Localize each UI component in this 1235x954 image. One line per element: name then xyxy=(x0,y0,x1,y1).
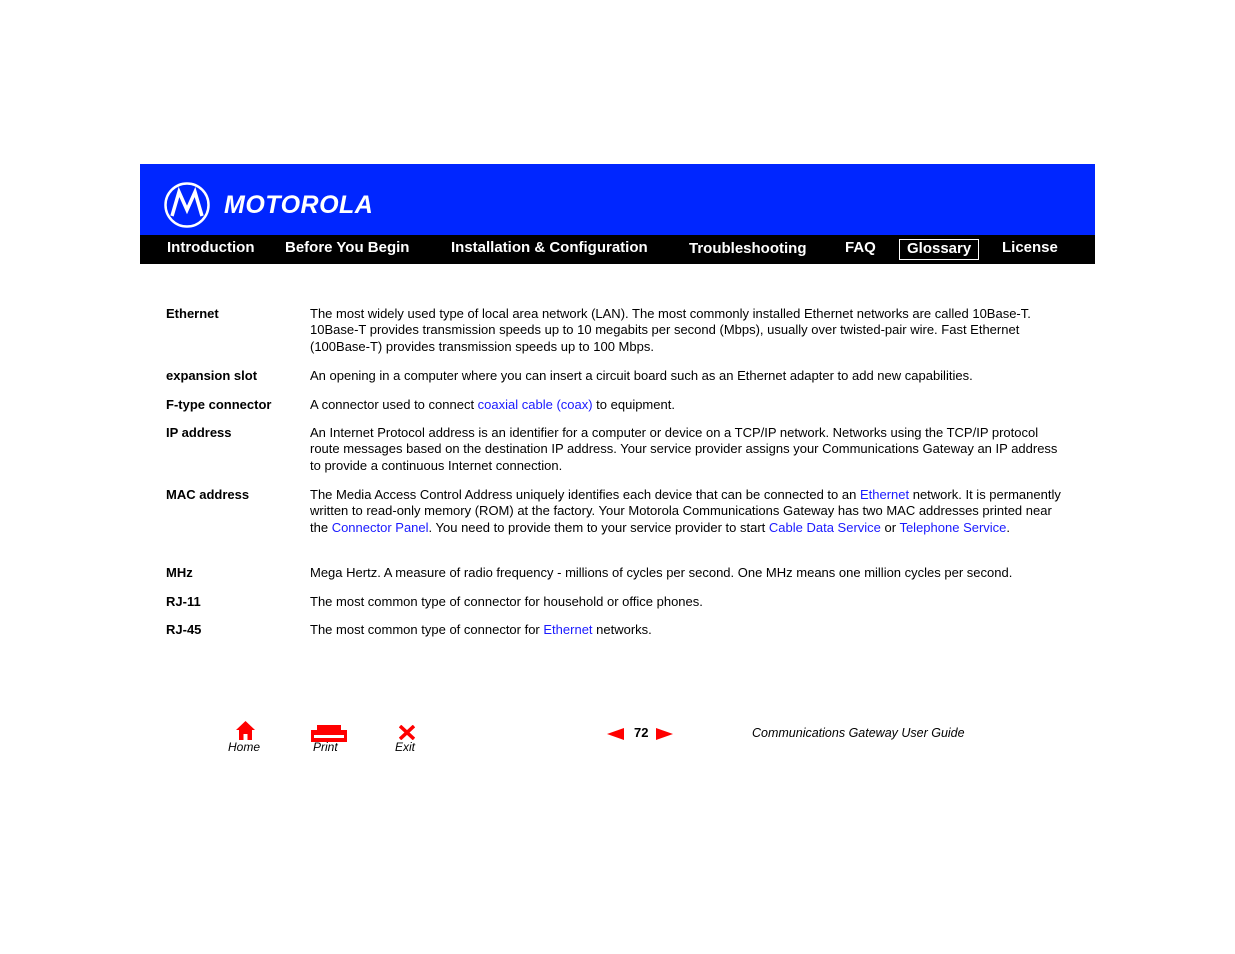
guide-title: Communications Gateway User Guide xyxy=(752,726,965,740)
brand-wordmark: MOTOROLA xyxy=(224,191,374,219)
glossary-term: MAC address xyxy=(166,487,250,502)
glossary-entry-rj-11 xyxy=(166,594,1066,612)
glossary-definition: The most common type of connector for household or office phones. xyxy=(310,594,703,609)
nav-faq[interactable]: FAQ xyxy=(845,239,876,256)
glossary-entry-rj-45 xyxy=(166,622,1066,640)
nav-glossary[interactable]: Glossary xyxy=(899,239,979,260)
top-navigation xyxy=(140,235,1095,264)
exit-label: Exit xyxy=(395,740,416,754)
glossary-entry-ip-address xyxy=(166,425,1066,477)
home-icon xyxy=(235,720,256,741)
nav-license[interactable]: License xyxy=(1002,239,1058,256)
glossary-term: F-type connector xyxy=(166,397,272,412)
home-label: Home xyxy=(228,740,261,754)
glossary-term: RJ-45 xyxy=(166,622,202,637)
definition-text: to equipment. xyxy=(592,397,675,412)
definition-text: The Media Access Control Address uniquely identifies each device that can be connected to an xyxy=(310,487,860,502)
glossary-definition xyxy=(310,397,1062,413)
glossary-definition xyxy=(310,622,1062,638)
definition-text: . xyxy=(1006,519,1011,535)
link-connector-panel[interactable]: Connector Panel xyxy=(331,519,429,535)
glossary-entry-f-type-connector xyxy=(166,397,1066,415)
definition-text: A connector used to connect xyxy=(310,397,478,412)
link-ethernet[interactable]: Ethernet xyxy=(859,487,910,502)
link-coaxial-cable[interactable]: coaxial cable (coax) xyxy=(477,397,593,412)
link-cable-data-service[interactable]: Cable Data Service xyxy=(768,519,881,535)
glossary-entry-mac-address xyxy=(166,487,1066,555)
exit-icon xyxy=(399,725,415,740)
glossary-definition: Mega Hertz. A measure of radio frequency - millions of cycles per second. One MHz means one million cycles per second. xyxy=(310,565,1013,580)
nav-troubleshooting[interactable]: Troubleshooting xyxy=(689,240,807,257)
glossary-entry-expansion-slot xyxy=(166,368,1066,386)
nav-before-you-begin[interactable]: Before You Begin xyxy=(285,239,410,256)
motorola-logo-icon xyxy=(164,182,210,228)
definition-text: networks. xyxy=(592,622,652,637)
glossary-term: MHz xyxy=(166,565,193,580)
glossary-entry-ethernet xyxy=(166,306,1066,358)
link-telephone-service[interactable]: Telephone Service xyxy=(899,519,1007,535)
definition-text: . You need to provide them to your service provider to start xyxy=(428,519,769,535)
glossary-definition: An Internet Protocol address is an identifier for a computer or device on a TCP/IP network. Networks using the TCP/IP protocol route messages based on the destination IP address. Your service provider assigns your Communications Gateway an IP address to provide a continuous Internet connection. xyxy=(310,425,1058,473)
nav-installation-configuration[interactable]: Installation & Configuration xyxy=(451,239,648,256)
definition-text: The most common type of connector for xyxy=(310,622,544,637)
previous-page-arrow-icon[interactable] xyxy=(607,728,624,740)
glossary-entry-mhz xyxy=(166,565,1066,583)
glossary-definition xyxy=(310,487,1062,536)
definition-text: or xyxy=(880,519,900,535)
header-banner xyxy=(140,164,1095,235)
page-number: 72 xyxy=(634,725,649,740)
glossary-term: RJ-11 xyxy=(166,594,201,609)
glossary-definition: The most widely used type of local area network (LAN). The most commonly installed Ethernet networks are called 10Base-T. 10Base-T provides transmission speeds up to 10 megabits per second (Mbps), usually over twisted-pair wire. Fast Ethernet (100Base-T) provides transmission speeds up to 100 Mbps. xyxy=(310,306,1031,354)
next-page-arrow-icon[interactable] xyxy=(656,728,673,740)
definition-text: network. It is permanently written to read-only memory (ROM) at the factory. Your Motorola Communications Gateway has two MAC addresses printed near the xyxy=(310,487,1061,535)
nav-introduction[interactable]: Introduction xyxy=(167,239,255,256)
glossary-definition: An opening in a computer where you can insert a circuit board such as an Ethernet adapter to add new capabilities. xyxy=(310,368,973,383)
glossary-term: Ethernet xyxy=(166,306,219,321)
glossary-term: expansion slot xyxy=(166,368,258,383)
link-ethernet[interactable]: Ethernet xyxy=(543,622,593,637)
glossary-term: IP address xyxy=(166,425,232,440)
print-label: Print xyxy=(313,740,338,754)
